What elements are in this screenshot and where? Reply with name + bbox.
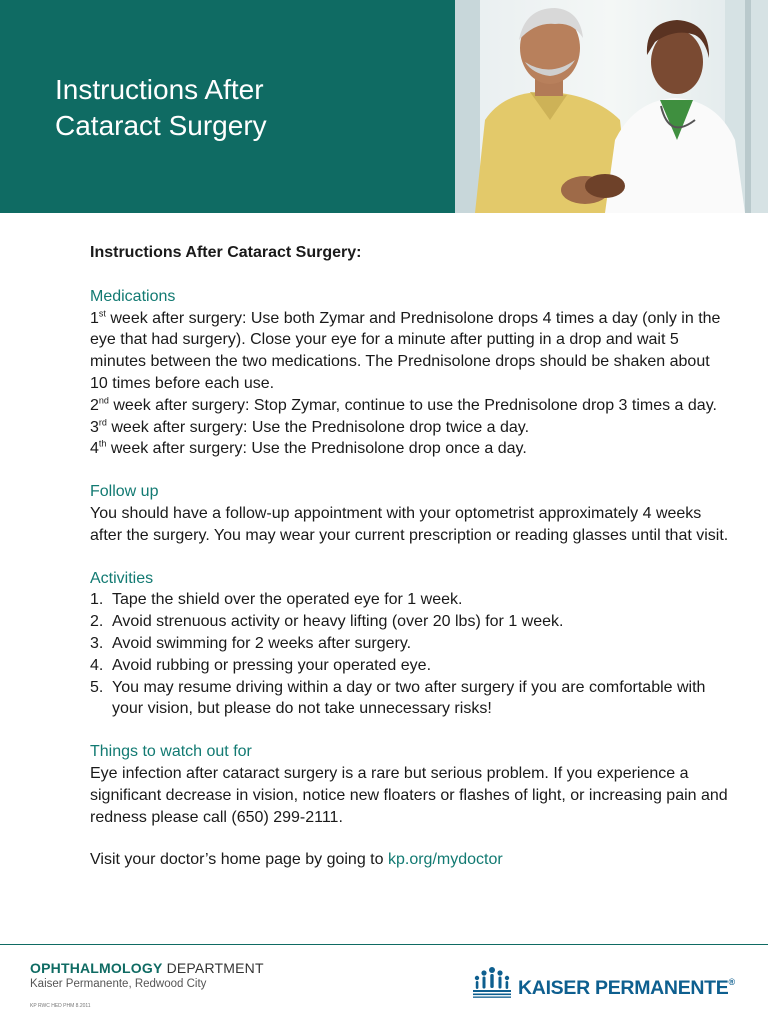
list-item-text: Avoid strenuous activity or heavy lifting (over 20 lbs) for 1 week. xyxy=(112,613,564,631)
list-item-text: You may resume driving within a day or two after surgery if you are comfortable with your vision, but please do not take unnecessary risks! xyxy=(112,678,706,718)
visit-text: Visit your doctor’s home page by going to xyxy=(90,851,388,869)
page-title-line-1: Instructions After xyxy=(55,74,264,105)
document-title: Instructions After Cataract Surgery: xyxy=(90,244,362,261)
activities-heading: Activities xyxy=(90,569,154,587)
follow-up-heading: Follow up xyxy=(90,483,159,501)
watch-out-section xyxy=(90,741,730,828)
location: Kaiser Permanente, Redwood City xyxy=(30,978,207,990)
list-item xyxy=(90,589,730,611)
list-item-number: 5. xyxy=(90,678,104,696)
header-banner xyxy=(0,0,768,213)
medications-section xyxy=(90,286,730,460)
instructions-body xyxy=(90,242,730,871)
list-item-number: 2. xyxy=(90,613,104,631)
document-code: KP RWC HED PHM 8.2011 xyxy=(30,1003,91,1009)
brand-name xyxy=(518,977,735,1000)
brand-name-text: KAISER PERMANENTE xyxy=(518,977,729,999)
watch-out-text: Eye infection after cataract surgery is a rare but serious problem. If you experience a significant decrease in vision, notice new floaters or flashes of light, or increasing pain and redness please call (650) 299-2111. xyxy=(90,764,728,826)
week4-text: week after surgery: Use the Prednisolone drop once a day. xyxy=(106,440,527,458)
activities-list xyxy=(90,589,730,720)
registered-mark: ® xyxy=(728,977,735,987)
list-item xyxy=(90,677,730,721)
week4-ordinal: 4 xyxy=(90,440,99,458)
week1-text: week after surgery: Use both Zymar and Prednisolone drops 4 times a day (only in the eye that had surgery). Close your eye for a minute after putting in a drop and wait 5 minutes between the two medications. The Prednisolone drops should be shaken about 10 times before each use. xyxy=(90,309,721,392)
list-item-text: Avoid swimming for 2 weeks after surgery. xyxy=(112,634,412,652)
footer-divider xyxy=(0,944,768,945)
visit-line xyxy=(90,849,730,871)
week3-ordinal-suffix: rd xyxy=(98,417,107,428)
doctor-patient-photo xyxy=(455,0,768,213)
list-item-number: 1. xyxy=(90,591,104,609)
page-title-line-2: Cataract Surgery xyxy=(55,110,267,141)
week3-ordinal: 3 xyxy=(90,418,99,436)
week3-instruction xyxy=(90,417,730,439)
week2-text: week after surgery: Stop Zymar, continue to use the Prednisolone drop 3 times a day. xyxy=(108,396,717,414)
list-item xyxy=(90,611,730,633)
list-item-number: 4. xyxy=(90,656,104,674)
week3-text: week after surgery: Use the Prednisolone drop twice a day. xyxy=(106,418,530,436)
list-item-text: Avoid rubbing or pressing your operated eye. xyxy=(112,656,432,674)
follow-up-text: You should have a follow-up appointment with your optometrist approximately 4 weeks after the surgery. You may wear your current prescription or reading glasses until that visit. xyxy=(90,504,729,544)
follow-up-section xyxy=(90,481,730,546)
week2-ordinal-suffix: nd xyxy=(98,395,109,406)
activities-section xyxy=(90,568,730,721)
department-strong: OPHTHALMOLOGY xyxy=(30,960,163,976)
mydoctor-link[interactable]: kp.org/mydoctor xyxy=(387,851,503,869)
week1-ordinal-suffix: st xyxy=(98,308,106,319)
week4-ordinal-suffix: th xyxy=(98,439,107,450)
list-item-text: Tape the shield over the operated eye for 1 week. xyxy=(112,591,463,609)
department-name xyxy=(30,960,264,976)
list-item xyxy=(90,633,730,655)
week1-ordinal: 1 xyxy=(90,309,99,327)
week1-instruction xyxy=(90,308,730,395)
list-item-number: 3. xyxy=(90,634,104,652)
kaiser-permanente-logo-icon xyxy=(472,966,512,1000)
list-item xyxy=(90,655,730,677)
week2-instruction xyxy=(90,395,730,417)
department-rest: DEPARTMENT xyxy=(162,960,264,976)
week4-instruction xyxy=(90,438,730,460)
medications-heading: Medications xyxy=(90,287,176,305)
watch-out-heading: Things to watch out for xyxy=(90,743,252,761)
page-title xyxy=(55,72,435,144)
week2-ordinal: 2 xyxy=(90,396,99,414)
